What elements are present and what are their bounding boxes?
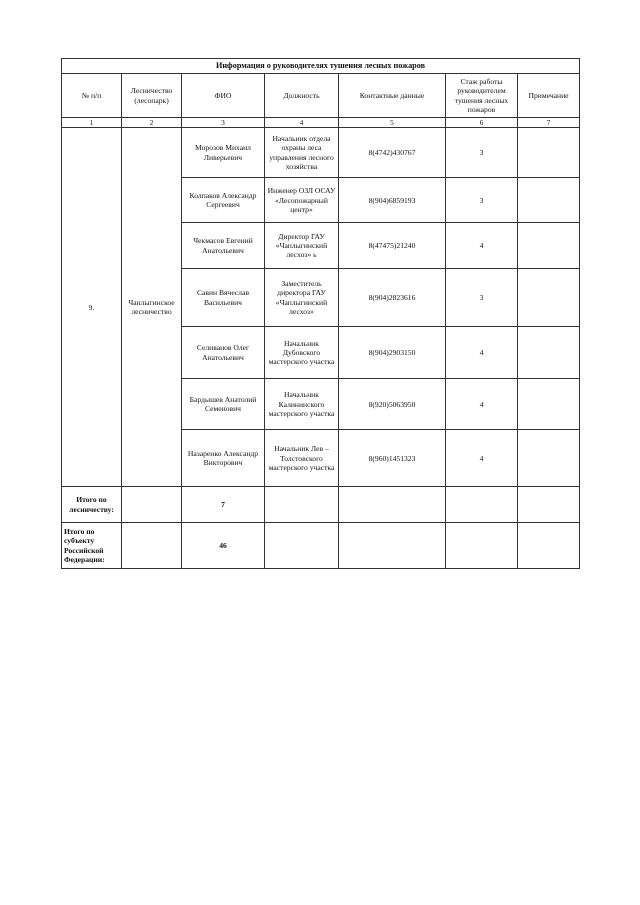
- column-number: 7: [518, 118, 580, 128]
- forest-fire-leaders-table: [61, 58, 580, 569]
- person-phone: 8(920)5063950: [339, 379, 446, 430]
- person-note: [518, 269, 580, 327]
- person-fio: Колпаков Александр Сергеевич: [182, 178, 265, 223]
- person-experience: 3: [446, 128, 518, 178]
- person-experience: 4: [446, 430, 518, 487]
- person-position: Начальник отдела охраны леса управления лесного хозяйства: [265, 128, 339, 178]
- person-position: Начальник Лев – Толстовского мастерского участка: [265, 430, 339, 487]
- total-forestry-label: Итого по лесничеству:: [62, 487, 122, 523]
- total-subject-empty: [122, 523, 182, 569]
- header-num: № п/п: [62, 74, 122, 118]
- header-forestry: Лесничество (лесопарк): [122, 74, 182, 118]
- header-row: [62, 74, 580, 118]
- total-forestry-row: [62, 487, 580, 523]
- person-experience: 4: [446, 327, 518, 379]
- total-forestry-empty: [446, 487, 518, 523]
- person-experience: 4: [446, 223, 518, 269]
- header-note: Примечание: [518, 74, 580, 118]
- total-subject-value: 46: [182, 523, 265, 569]
- person-note: [518, 223, 580, 269]
- column-number: 1: [62, 118, 122, 128]
- group-number: 9.: [62, 128, 122, 487]
- person-phone: 8(904)6859193: [339, 178, 446, 223]
- header-fio: ФИО: [182, 74, 265, 118]
- header-contacts: Контактные данные: [339, 74, 446, 118]
- person-phone: 8(904)2903150: [339, 327, 446, 379]
- column-number: 4: [265, 118, 339, 128]
- total-forestry-empty: [518, 487, 580, 523]
- person-position: Инженер ОЗЛ ОСАУ «Лесопожарный центр»: [265, 178, 339, 223]
- person-experience: 4: [446, 379, 518, 430]
- header-position: Должность: [265, 74, 339, 118]
- person-position: Заместитель директора ГАУ «Чаплыгинский лесхоз»: [265, 269, 339, 327]
- person-position: Начальник Дубовского мастерского участка: [265, 327, 339, 379]
- header-experience: Стаж работы руководителем тушения лесных пожаров: [446, 74, 518, 118]
- column-number: 5: [339, 118, 446, 128]
- total-subject-row: [62, 523, 580, 569]
- column-number: 6: [446, 118, 518, 128]
- total-forestry-value: 7: [182, 487, 265, 523]
- person-phone: 8(904)2823616: [339, 269, 446, 327]
- person-fio: Савин Вячеслав Васильевич: [182, 269, 265, 327]
- column-number: 3: [182, 118, 265, 128]
- person-note: [518, 178, 580, 223]
- person-phone: 8(47475)21240: [339, 223, 446, 269]
- total-subject-label: Итого по субъекту Российской Федерации:: [62, 523, 122, 569]
- person-fio: Назаренко Александр Викторович: [182, 430, 265, 487]
- person-note: [518, 379, 580, 430]
- person-note: [518, 430, 580, 487]
- total-subject-empty: [518, 523, 580, 569]
- table-row: [62, 128, 580, 178]
- group-forestry: Чаплыгинское лесничество: [122, 128, 182, 487]
- total-forestry-empty: [122, 487, 182, 523]
- person-position: Начальник Калининского мастерского участка: [265, 379, 339, 430]
- person-phone: 8(960)1451323: [339, 430, 446, 487]
- total-subject-empty: [446, 523, 518, 569]
- total-forestry-empty: [265, 487, 339, 523]
- total-forestry-empty: [339, 487, 446, 523]
- person-fio: Бардышев Анатолий Семенович: [182, 379, 265, 430]
- person-fio: Чекмасов Евгений Анатольевич: [182, 223, 265, 269]
- person-position: Директор ГАУ «Чаплыгинский лесхоз» ь: [265, 223, 339, 269]
- person-experience: 3: [446, 178, 518, 223]
- person-note: [518, 327, 580, 379]
- total-subject-empty: [339, 523, 446, 569]
- table-title: Информация о руководителях тушения лесных пожаров: [62, 59, 580, 74]
- column-numbers-row: [62, 118, 580, 128]
- person-fio: Морозов Михаил Ливерьевич: [182, 128, 265, 178]
- column-number: 2: [122, 118, 182, 128]
- person-note: [518, 128, 580, 178]
- total-subject-empty: [265, 523, 339, 569]
- person-experience: 3: [446, 269, 518, 327]
- person-fio: Селиванов Олег Анатольевич: [182, 327, 265, 379]
- person-phone: 8(4742)430767: [339, 128, 446, 178]
